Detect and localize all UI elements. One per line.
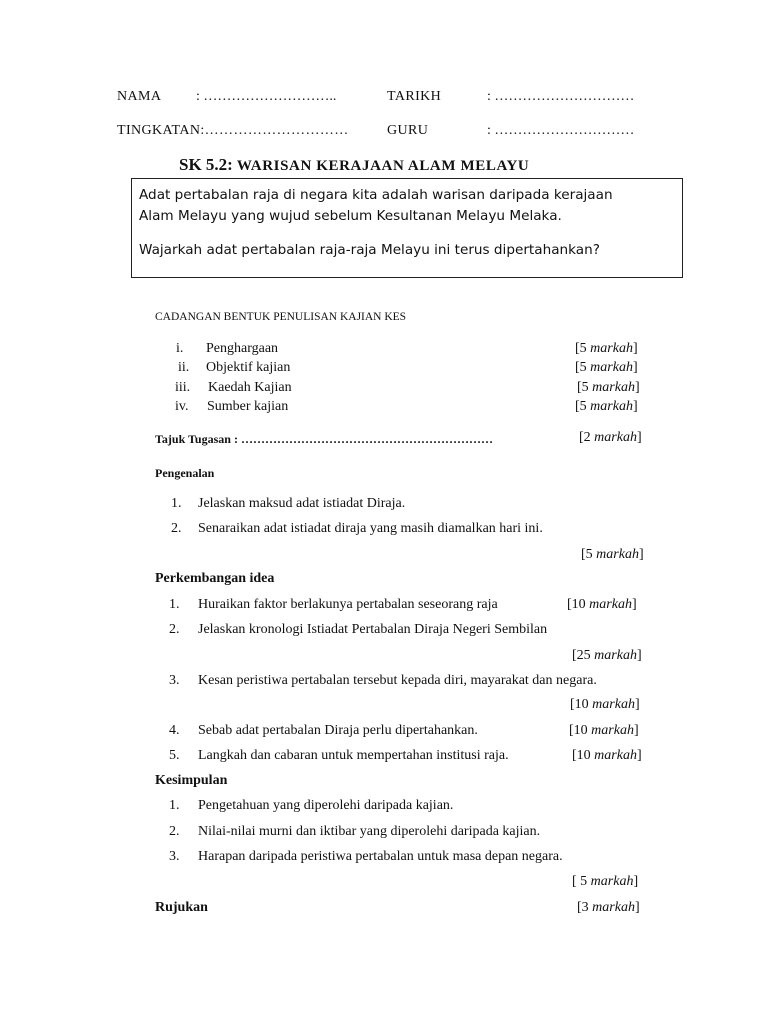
item-label: Penghargaan <box>206 341 279 356</box>
nama-field[interactable]: : ……………………….. <box>196 89 337 104</box>
cadangan-item <box>175 380 292 396</box>
item-number: iv. <box>175 399 189 414</box>
kesimpulan-heading: Kesimpulan <box>155 773 228 788</box>
item-mark: [10 markah] <box>569 723 639 738</box>
item-mark: [10 markah] <box>567 597 637 612</box>
list-item: 2. Senaraikan adat istiadat diraja yang masih diamalkan hari ini. <box>171 521 543 536</box>
item-label: Objektif kajian <box>206 360 291 375</box>
list-item: 1. Huraikan faktor berlakunya pertabalan seseorang raja <box>169 597 498 612</box>
list-item: 5. Langkah dan cabaran untuk mempertahan institusi raja. <box>169 748 509 763</box>
item-mark: [25 markah] <box>572 648 642 663</box>
cadangan-heading: CADANGAN BENTUK PENULISAN KAJIAN KES <box>155 311 407 323</box>
question-line-2: Alam Melayu yang wujud sebelum Kesultanan Melayu Melaka. <box>139 208 562 224</box>
kesimpulan-mark: [ 5 markah] <box>572 874 639 889</box>
item-mark: [5 markah] <box>577 380 640 395</box>
list-item: 1. Pengetahuan yang diperolehi daripada kajian. <box>169 798 454 813</box>
list-item: 1. Jelaskan maksud adat istiadat Diraja. <box>171 496 406 511</box>
item-mark: [10 markah] <box>570 697 640 712</box>
question-line-1: Adat pertabalan raja di negara kita adalah warisan daripada kerajaan <box>139 187 613 203</box>
tajuk-mark: [2 markah] <box>579 430 642 445</box>
list-item: 4. Sebab adat pertabalan Diraja perlu dipertahankan. <box>169 723 478 738</box>
list-item: 3. Harapan daripada peristiwa pertabalan untuk masa depan negara. <box>169 849 563 864</box>
perkembangan-heading: Perkembangan idea <box>155 571 275 586</box>
page-title <box>179 155 529 175</box>
item-label: Kaedah Kajian <box>208 380 292 395</box>
title-code: SK 5.2: <box>179 155 233 174</box>
nama-label: NAMA <box>117 89 162 104</box>
item-mark: [5 markah] <box>575 341 638 356</box>
list-item: 3. Kesan peristiwa pertabalan tersebut kepada diri, mayarakat dan negara. <box>169 673 597 688</box>
cadangan-item <box>178 360 290 376</box>
tingkatan-field[interactable]: TINGKATAN:………………………… <box>117 123 349 138</box>
rujukan-heading: Rujukan <box>155 900 208 915</box>
guru-label: GURU <box>387 123 429 138</box>
item-number: ii. <box>178 360 190 375</box>
list-item: 2. Jelaskan kronologi Istiadat Pertabalan Diraja Negeri Sembilan <box>169 622 548 637</box>
pengenalan-heading: Pengenalan <box>155 466 215 480</box>
guru-field[interactable]: : ………………………… <box>487 123 635 138</box>
rujukan-mark: [3 markah] <box>577 900 640 915</box>
tarikh-field[interactable]: : ………………………… <box>487 89 635 104</box>
cadangan-item <box>176 341 278 357</box>
pengenalan-mark: [5 markah] <box>581 547 644 562</box>
item-number: iii. <box>175 380 191 395</box>
cadangan-item <box>175 399 288 415</box>
item-number: i. <box>176 341 184 356</box>
item-mark: [5 markah] <box>575 399 638 414</box>
tajuk-tugasan-field[interactable]: Tajuk Tugasan : ……………………………………………………… <box>155 432 493 446</box>
list-item: 2. Nilai-nilai murni dan iktibar yang diperolehi daripada kajian. <box>169 824 541 839</box>
item-mark: [10 markah] <box>572 748 642 763</box>
question-line-3: Wajarkah adat pertabalan raja-raja Melayu ini terus dipertahankan? <box>139 242 600 258</box>
tarikh-label: TARIKH <box>387 89 442 104</box>
title-text: WARISAN KERAJAAN ALAM MELAYU <box>236 158 530 174</box>
item-label: Sumber kajian <box>207 399 289 414</box>
item-mark: [5 markah] <box>575 360 638 375</box>
